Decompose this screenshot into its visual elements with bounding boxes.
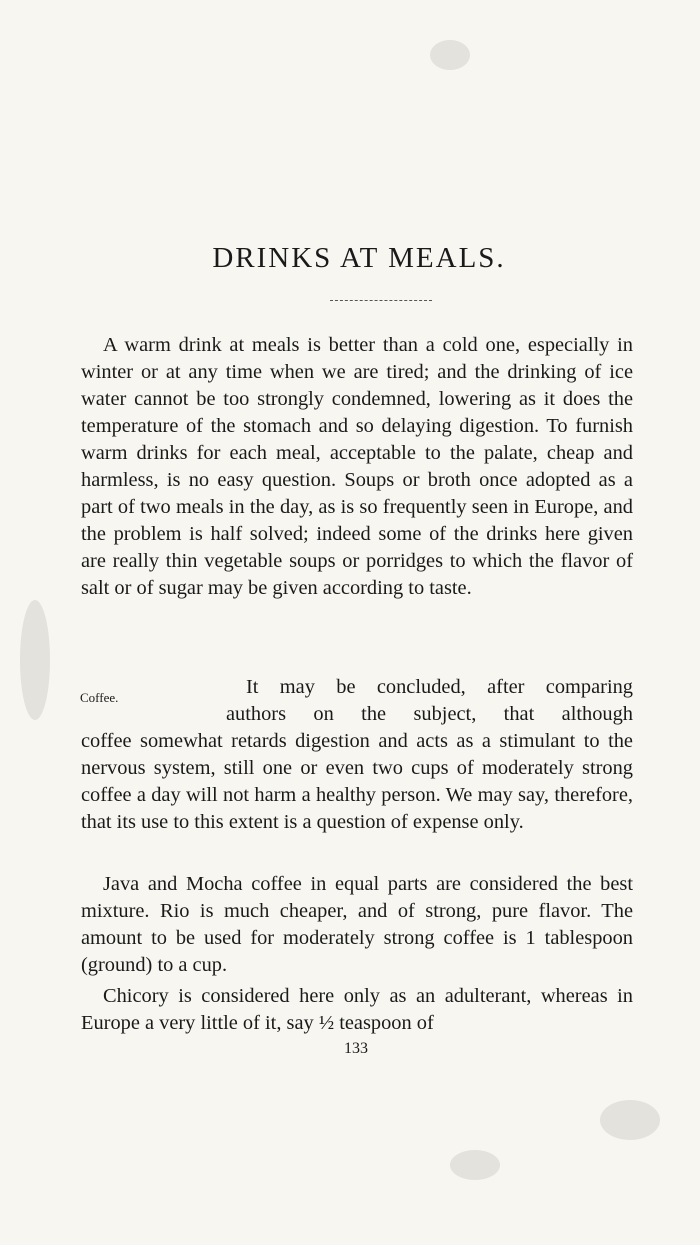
paper-stain <box>600 1100 660 1140</box>
paragraph-coffee <box>81 674 633 836</box>
paper-stain <box>20 600 50 720</box>
paragraph-coffee-mixture <box>81 871 633 979</box>
paragraph-line: It may be concluded, after comparing <box>246 676 633 698</box>
margin-note-coffee: Coffee. <box>80 690 119 705</box>
paragraph-text: A warm drink at meals is better than a cold one, especially in winter or at any time when we are tired; and the drinking of ice water cannot be too strongly condemned, lowering as it does the temperature of the stomach and so delaying digestion. To furnish warm drinks for each meal, acceptable to the palate, cheap and harmless, is no easy question. Soups or broth once adopted as a part of two meals in the day, as is so frequently seen in Europe, and the problem is half solved; indeed some of the drinks here given are really thin vegetable soups or porridges to which the flavor of salt or of sugar may be given according to taste. <box>81 334 633 599</box>
paper-stain <box>430 40 470 70</box>
paragraph-chicory <box>81 983 633 1037</box>
paragraph-line: authors on the subject, that although <box>226 703 633 725</box>
paragraph-text: coffee somewhat retards digestion and acts as a stimulant to the nervous system, still one or even two cups of moderately strong coffee a day will not harm a healthy person. We may say, therefore, that its use to this extent is a question of expense only. <box>81 730 633 833</box>
paragraph-text: Java and Mocha coffee in equal parts are considered the best mixture. Rio is much cheaper, and of strong, pure flavor. The amount to be used for moderately strong coffee is 1 tablespoon (ground) to a cup. <box>81 873 633 976</box>
paper-stain <box>450 1150 500 1180</box>
paragraph-warm-drinks <box>81 332 633 602</box>
paragraph-text: Chicory is considered here only as an adulterant, whereas in Europe a very little of it, say ½ teaspoon of <box>81 985 633 1034</box>
page-title: DRINKS AT MEALS. <box>212 242 506 274</box>
page-number: 133 <box>344 1040 368 1057</box>
title-divider <box>330 300 432 301</box>
